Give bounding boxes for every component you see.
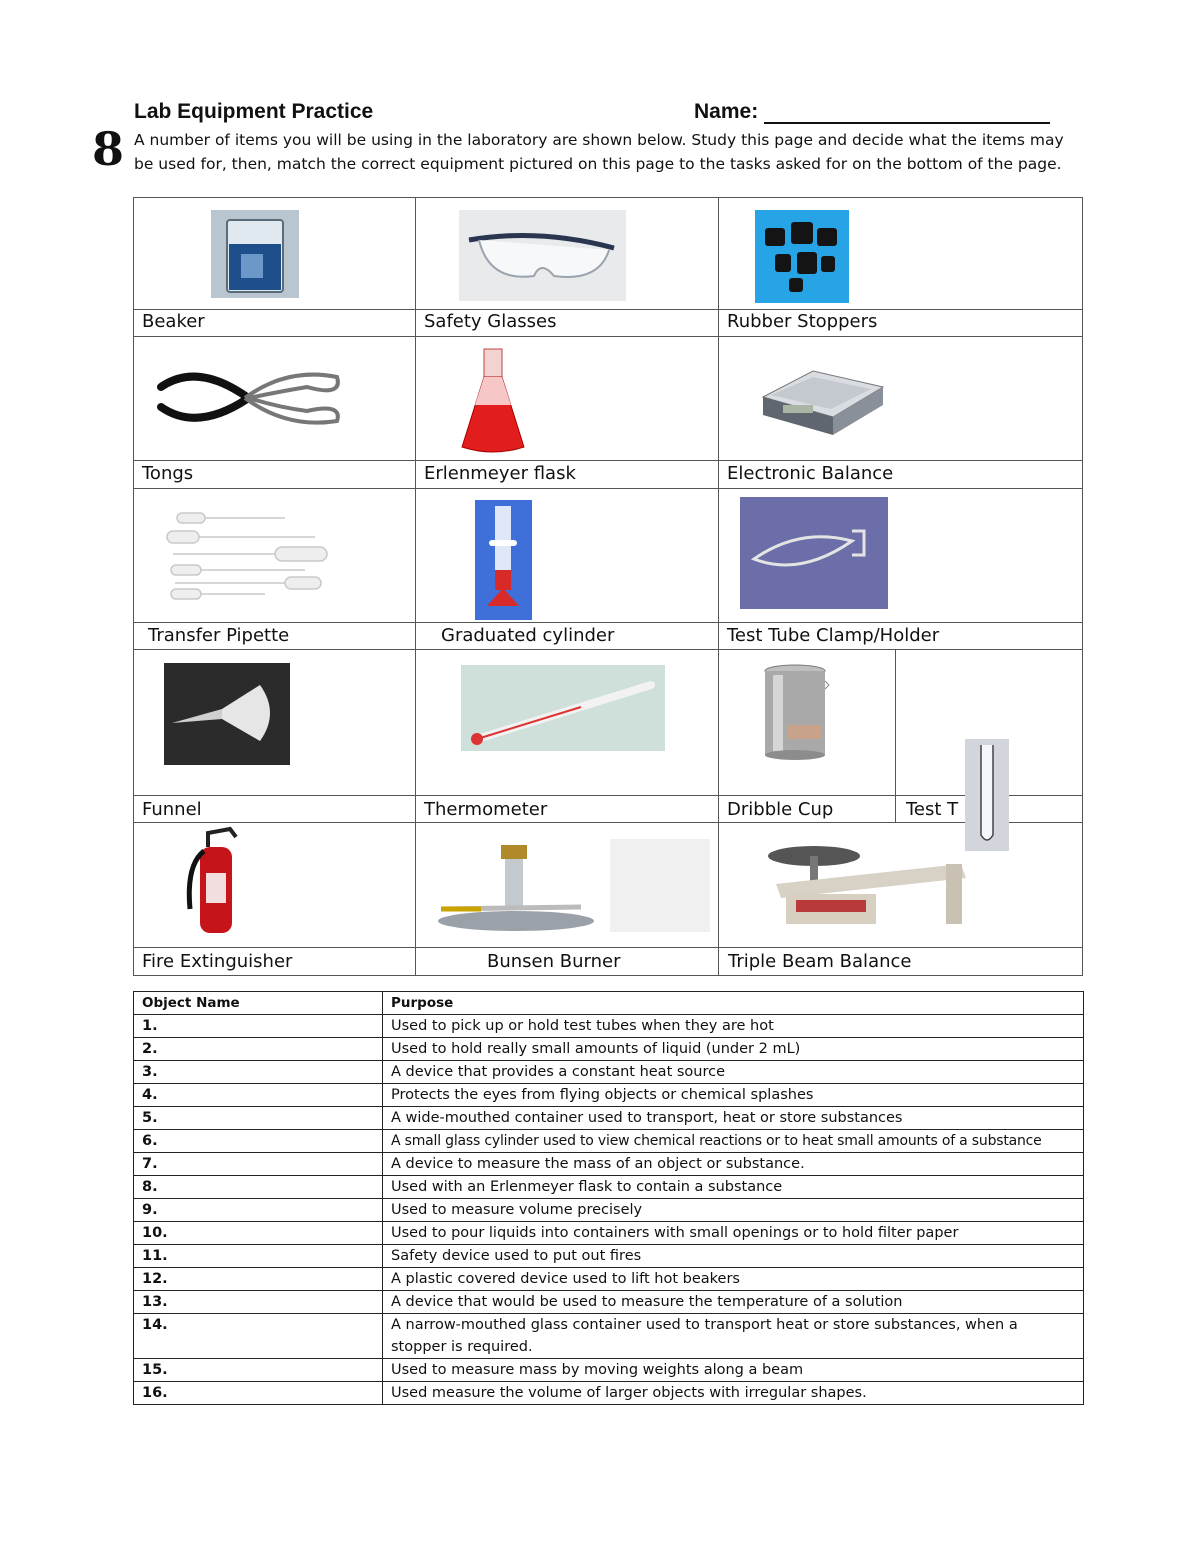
table-row	[134, 1107, 1084, 1130]
grid-line	[133, 197, 1083, 198]
grid-line	[133, 460, 1083, 461]
bunsen-burner-image	[421, 837, 606, 937]
table-row	[134, 1176, 1084, 1199]
object-name-cell[interactable]: 15.	[134, 1359, 383, 1382]
purpose-table	[133, 991, 1084, 1405]
label-graduated-cylinder: Graduated cylinder	[441, 625, 615, 646]
table-row	[134, 1268, 1084, 1291]
fire-extinguisher-image	[178, 825, 243, 937]
dribble-cup-image	[759, 661, 831, 763]
rubber-stoppers-image	[755, 210, 849, 303]
name-blank-line[interactable]	[764, 122, 1050, 124]
blank-image-placeholder	[610, 839, 710, 932]
label-fire-extinguisher: Fire Extinguisher	[142, 951, 293, 972]
purpose-cell: Used to measure volume precisely	[383, 1199, 1084, 1222]
grid-line	[718, 197, 719, 976]
purpose-cell: A device that would be used to measure the temperature of a solution	[383, 1291, 1084, 1314]
test-tube-clamp-image	[740, 497, 888, 609]
label-test-tube: Test T	[906, 799, 959, 820]
table-row	[134, 1153, 1084, 1176]
purpose-cell: Used to measure mass by moving weights along a beam	[383, 1359, 1084, 1382]
purpose-cell: A narrow-mouthed glass container used to transport heat or store substances, when a stopper is required.	[383, 1314, 1084, 1359]
grid-line	[133, 947, 1083, 948]
table-row	[134, 1245, 1084, 1268]
object-name-cell[interactable]: 14.	[134, 1314, 383, 1359]
label-rubber-stoppers: Rubber Stoppers	[727, 311, 878, 332]
object-name-cell[interactable]: 4.	[134, 1084, 383, 1107]
object-name-cell[interactable]: 11.	[134, 1245, 383, 1268]
object-name-cell[interactable]: 16.	[134, 1382, 383, 1405]
table-row	[134, 1382, 1084, 1405]
funnel-image	[164, 663, 290, 765]
label-bunsen-burner: Bunsen Burner	[487, 951, 621, 972]
object-name-cell[interactable]: 10.	[134, 1222, 383, 1245]
header-object-name: Object Name	[134, 992, 383, 1015]
label-transfer-pipette: Transfer Pipette	[148, 625, 290, 646]
purpose-cell: A device that provides a constant heat source	[383, 1061, 1084, 1084]
triple-beam-balance-image	[756, 834, 978, 934]
purpose-cell: Used with an Erlenmeyer flask to contain a substance	[383, 1176, 1084, 1199]
purpose-cell: A wide-mouthed container used to transport, heat or store substances	[383, 1107, 1084, 1130]
purpose-cell: Used to pick up or hold test tubes when they are hot	[383, 1015, 1084, 1038]
grid-line	[133, 795, 1083, 796]
erlenmeyer-flask-image	[458, 347, 528, 457]
table-row	[134, 1015, 1084, 1038]
label-electronic-balance: Electronic Balance	[727, 463, 894, 484]
label-dribble-cup: Dribble Cup	[727, 799, 834, 820]
purpose-cell: Used to pour liquids into containers with small openings or to hold filter paper	[383, 1222, 1084, 1245]
transfer-pipette-image	[165, 507, 330, 602]
table-row	[134, 1130, 1084, 1153]
object-name-cell[interactable]: 6.	[134, 1130, 383, 1153]
thermometer-image	[461, 665, 665, 751]
label-test-tube-clamp: Test Tube Clamp/Holder	[727, 625, 940, 646]
equipment-grid	[133, 197, 1083, 976]
grid-line	[133, 309, 1083, 310]
grid-line	[133, 649, 1083, 650]
table-header-row	[134, 992, 1084, 1015]
object-name-cell[interactable]: 5.	[134, 1107, 383, 1130]
grid-line	[133, 975, 1083, 976]
grid-line	[415, 197, 416, 976]
object-name-cell[interactable]: 3.	[134, 1061, 383, 1084]
beaker-image	[211, 210, 299, 298]
table-row	[134, 1314, 1084, 1359]
table-row	[134, 1291, 1084, 1314]
object-name-cell[interactable]: 2.	[134, 1038, 383, 1061]
purpose-cell: A small glass cylinder used to view chemical reactions or to heat small amounts of a substance	[383, 1130, 1084, 1153]
object-name-cell[interactable]: 13.	[134, 1291, 383, 1314]
label-tongs: Tongs	[142, 463, 194, 484]
table-row	[134, 1199, 1084, 1222]
header-purpose: Purpose	[383, 992, 1084, 1015]
purpose-cell: A plastic covered device used to lift hot beakers	[383, 1268, 1084, 1291]
tongs-image	[157, 357, 342, 439]
electronic-balance-image	[753, 347, 888, 439]
object-name-cell[interactable]: 7.	[134, 1153, 383, 1176]
grid-line	[133, 197, 134, 976]
label-safety-glasses: Safety Glasses	[424, 311, 557, 332]
safety-glasses-image	[459, 210, 626, 301]
purpose-cell: A device to measure the mass of an object or substance.	[383, 1153, 1084, 1176]
purpose-cell: Safety device used to put out fires	[383, 1245, 1084, 1268]
test-tube-image	[965, 739, 1009, 851]
grid-line	[895, 649, 896, 822]
grid-line	[133, 488, 1083, 489]
label-beaker: Beaker	[142, 311, 205, 332]
table-row	[134, 1061, 1084, 1084]
object-name-cell[interactable]: 8.	[134, 1176, 383, 1199]
table-row	[134, 1359, 1084, 1382]
graduated-cylinder-image	[475, 500, 532, 620]
worksheet-title: Lab Equipment Practice	[134, 100, 374, 123]
object-name-cell[interactable]: 12.	[134, 1268, 383, 1291]
table-row	[134, 1084, 1084, 1107]
label-erlenmeyer-flask: Erlenmeyer flask	[424, 463, 576, 484]
label-thermometer: Thermometer	[424, 799, 548, 820]
table-row	[134, 1038, 1084, 1061]
grid-line	[133, 822, 1083, 823]
label-triple-beam-balance: Triple Beam Balance	[728, 951, 912, 972]
name-label: Name:	[694, 100, 759, 123]
purpose-cell: Used to hold really small amounts of liquid (under 2 mL)	[383, 1038, 1084, 1061]
grid-line	[133, 336, 1083, 337]
purpose-cell: Used measure the volume of larger objects with irregular shapes.	[383, 1382, 1084, 1405]
page-marker: 8	[92, 122, 125, 176]
purpose-cell: Protects the eyes from flying objects or chemical splashes	[383, 1084, 1084, 1107]
grid-line	[1082, 197, 1083, 976]
object-name-cell[interactable]: 1.	[134, 1015, 383, 1038]
instructions-text: A number of items you will be using in the laboratory are shown below. Study this page and decide what the items may be used for, then, match the correct equipment pictured on this page to the tasks asked for on the bottom of the page.	[134, 131, 1064, 173]
label-funnel: Funnel	[142, 799, 202, 820]
table-row	[134, 1222, 1084, 1245]
grid-line	[133, 622, 1083, 623]
object-name-cell[interactable]: 9.	[134, 1199, 383, 1222]
